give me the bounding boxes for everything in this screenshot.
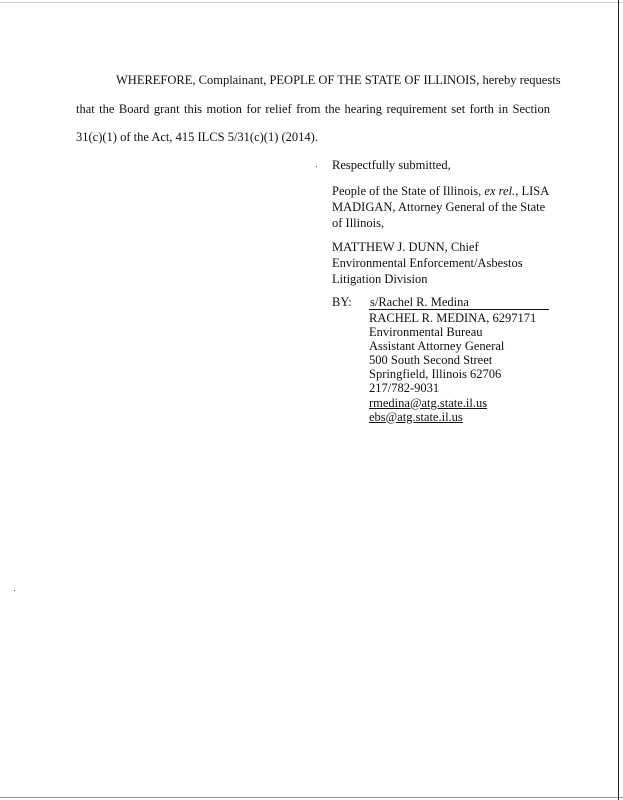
people-ex-rel: ex rel. [484,184,516,198]
signer-street: 500 South Second Street [369,353,493,368]
people-line-3: of Illinois, [332,216,385,230]
dunn-line-3: Litigation Division [332,272,428,286]
scan-speck [14,590,15,591]
email-link-1[interactable]: rmedina@atg.state.il.us [369,395,488,410]
people-pre: People of the State of Illinois, [332,184,482,198]
signer-bureau: Environmental Bureau [369,325,483,340]
people-line-2: MADIGAN, Attorney General of the State [332,200,546,214]
signer-name: RACHEL R. MEDINA, 6297171 [369,311,537,325]
people-block [332,183,549,231]
body-line-3: 31(c)(1) of the Act, 415 ILCS 5/31(c)(1) (2014). [76,130,318,144]
scan-bottom-edge [0,797,623,798]
signer-phone: 217/782-9031 [369,381,440,396]
dunn-line-2: Environmental Enforcement/Asbestos [332,256,523,270]
signer-title: Assistant Attorney General [369,339,505,354]
electronic-signature: s/Rachel R. Medina [370,295,469,309]
scan-speck [316,166,317,167]
body-line-2: that the Board grant this motion for relief from the hearing requirement set forth in Section [76,102,550,116]
people-post: , LISA [515,184,550,198]
dunn-block [332,239,523,287]
email-link-2[interactable]: ebs@atg.state.il.us [369,409,463,424]
signer-city: Springfield, Illinois 62706 [369,367,502,382]
signer-contact-block [369,311,536,424]
scan-right-edge [618,0,619,800]
scan-top-edge [0,2,623,3]
dunn-line-1: MATTHEW J. DUNN, Chief [332,240,479,254]
body-line-1: WHEREFORE, Complainant, PEOPLE OF THE STATE OF ILLINOIS, hereby requests [116,73,561,87]
closing-text: Respectfully submitted, [332,158,451,172]
by-label: BY: [332,295,352,309]
people-line-1 [332,183,549,199]
